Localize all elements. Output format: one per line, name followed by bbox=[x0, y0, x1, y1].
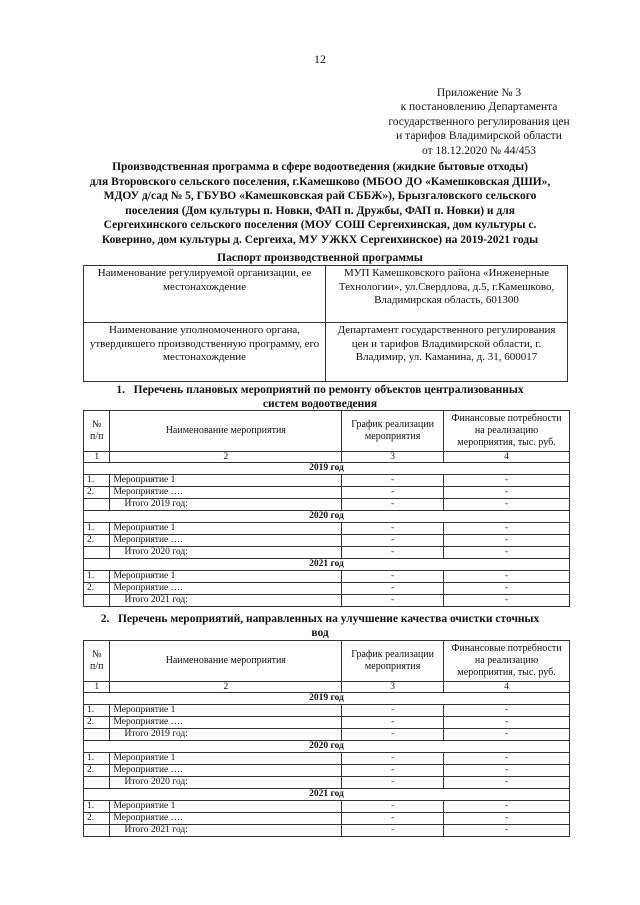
total-row: Итого 2020 год: - - bbox=[84, 547, 570, 559]
table-row: 2. Мероприятие …. - - bbox=[84, 535, 570, 547]
column-index: 2 bbox=[110, 682, 342, 693]
column-index: 3 bbox=[342, 682, 444, 693]
total-row: Итого 2021 год: - - bbox=[84, 595, 570, 607]
activities-table bbox=[83, 410, 570, 607]
appendix-line: и тарифов Владимирской области bbox=[396, 130, 562, 143]
table-row: 1. Мероприятие 1 - - bbox=[84, 475, 570, 487]
title-line: Коверино, дом культуры д. Сергеиха, МУ УЖКХ Сергеихинское) на 2019-2021 годы bbox=[101, 233, 539, 246]
table-row: 2. Мероприятие …. - - bbox=[84, 813, 570, 825]
year-row: 2021 год bbox=[84, 789, 570, 801]
table-row: 2. Мероприятие …. - - bbox=[84, 583, 570, 595]
column-index: 1 bbox=[84, 452, 110, 463]
passport-value: МУП Камешковского района «Инженерные Технологии», ул.Свердлова, д.5, г.Камешково, Владимирская область, 601300 bbox=[326, 266, 568, 323]
table-row: 1. Мероприятие 1 - - bbox=[84, 753, 570, 765]
header-finance: Финансовые потребности на реализацию мероприятия, тыс. руб. bbox=[444, 641, 570, 682]
header-name: Наименование мероприятия bbox=[110, 641, 342, 682]
total-row: Итого 2021 год: - - bbox=[84, 825, 570, 837]
passport-label: Наименование уполномоченного органа, утвердившего производственную программу, его местонахождение bbox=[84, 323, 326, 382]
appendix-line: государственного регулирования цен bbox=[388, 115, 570, 128]
title-line: поселения (Дом культуры п. Новки, ФАП п. Дружбы, ФАП п. Новки) и для bbox=[125, 204, 515, 217]
appendix-line: от 18.12.2020 № 44/453 bbox=[422, 144, 536, 157]
header-name: Наименование мероприятия bbox=[110, 411, 342, 452]
header-number: № п/п bbox=[84, 641, 110, 682]
total-row: Итого 2020 год: - - bbox=[84, 777, 570, 789]
year-row: 2021 год bbox=[84, 559, 570, 571]
appendix-line: Приложение № 3 bbox=[436, 87, 522, 99]
table-row: 2. Мероприятие …. - - bbox=[84, 717, 570, 729]
total-row: Итого 2019 год: - - bbox=[84, 729, 570, 741]
header-schedule: График реализации мероприятия bbox=[342, 641, 444, 682]
header-schedule: График реализации мероприятия bbox=[342, 411, 444, 452]
section-title-line: Перечень мероприятий, направленных на улучшение качества очистки сточных bbox=[117, 613, 540, 625]
year-row: 2020 год bbox=[84, 511, 570, 523]
table-row: 1. Мероприятие 1 - - bbox=[84, 705, 570, 717]
section-title bbox=[0, 383, 640, 411]
appendix-block bbox=[384, 86, 574, 158]
section-number: 2. bbox=[100, 613, 110, 625]
total-row: Итого 2019 год: - - bbox=[84, 499, 570, 511]
title-line: Сергеихинского сельского поселения (МОУ СОШ Сергеихинская, дом культуры с. bbox=[103, 219, 537, 232]
passport-table bbox=[83, 265, 568, 382]
page-number: 12 bbox=[314, 52, 326, 66]
year-row: 2019 год bbox=[84, 463, 570, 475]
table-row: 1. Мероприятие 1 - - bbox=[84, 523, 570, 535]
column-index: 4 bbox=[444, 452, 570, 463]
header-finance: Финансовые потребности на реализацию мероприятия, тыс. руб. bbox=[444, 411, 570, 452]
table-row: 1. Мероприятие 1 - - bbox=[84, 801, 570, 813]
year-row: 2019 год bbox=[84, 693, 570, 705]
title-line: для Второвского сельского поселения, г.Камешково (МБОО ДО «Камешковская ДШИ», bbox=[89, 175, 551, 188]
section-title-line: Перечень плановых мероприятий по ремонту объектов централизованных bbox=[133, 384, 524, 396]
table-row: 2. Мероприятие …. - - bbox=[84, 765, 570, 777]
title-line: МДОУ д/сад № 5, ГБУВО «Камешковская рай СББЖ»), Брызгаловского сельского bbox=[103, 190, 537, 203]
title-line: Производственная программа в сфере водоотведения (жидкие бытовые отходы) bbox=[112, 161, 528, 173]
passport-title: Паспорт производственной программы bbox=[217, 252, 423, 264]
column-index: 1 bbox=[84, 682, 110, 693]
section-title bbox=[0, 612, 640, 640]
appendix-line: к постановлению Департамента bbox=[400, 101, 558, 114]
table-row: 2. Мероприятие …. - - bbox=[84, 487, 570, 499]
section-number: 1. bbox=[116, 384, 126, 396]
header-number: № п/п bbox=[84, 411, 110, 452]
activities-table bbox=[83, 640, 570, 837]
section-title-line: вод bbox=[311, 627, 329, 639]
table-row: 1. Мероприятие 1 - - bbox=[84, 571, 570, 583]
column-index: 3 bbox=[342, 452, 444, 463]
section-title-line: систем водоотведения bbox=[262, 398, 378, 410]
column-index: 4 bbox=[444, 682, 570, 693]
passport-label: Наименование регулируемой организации, ее местонахождение bbox=[84, 266, 326, 323]
document-title bbox=[60, 160, 580, 248]
year-row: 2020 год bbox=[84, 741, 570, 753]
passport-value: Департамент государственного регулирования цен и тарифов Владимирской области, г. Владимир, ул. Каманина, д. 31, 600017 bbox=[326, 323, 568, 382]
column-index: 2 bbox=[110, 452, 342, 463]
